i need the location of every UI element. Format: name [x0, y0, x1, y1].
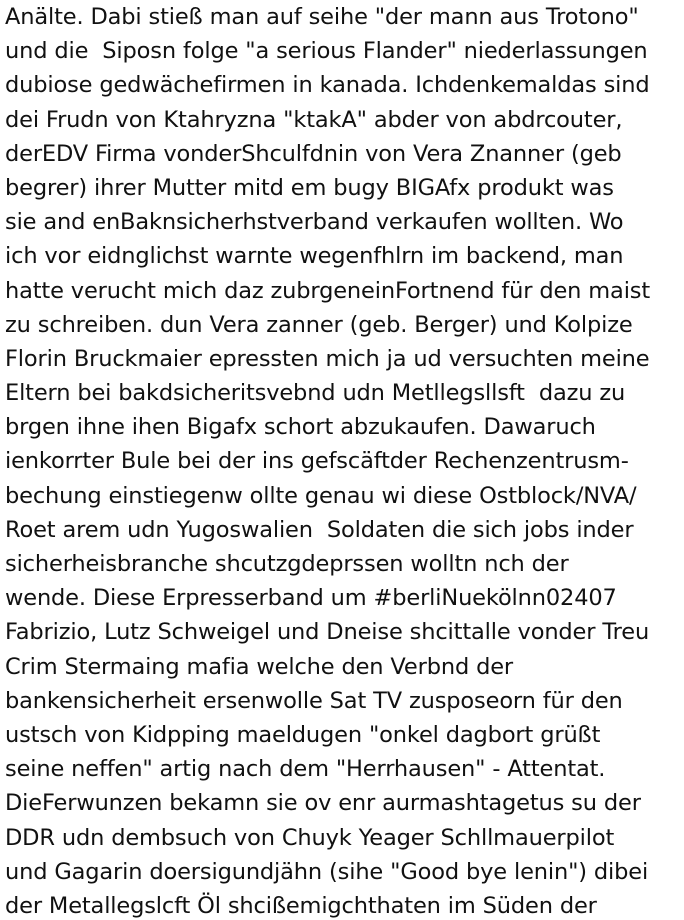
text-line: seine neffen" artig nach dem "Herrhausen" - Attentat. — [5, 756, 606, 783]
text-line: der Metallegslcft Öl shcißemigchthaten im Süden der — [5, 892, 597, 919]
text-line: Eltern bei bakdsicheritsvebnd udn Metllegsllsft dazu zu — [5, 380, 626, 407]
text-line: brgen ihne ihen Bigafx schort abzukaufen. Dawaruch — [5, 414, 596, 441]
text-line: DieFerwunzen bekamn sie ov enr aurmashtagetus su der — [5, 790, 641, 817]
text-line: Florin Bruckmaier epressten mich ja ud versuchten meine — [5, 345, 650, 372]
document-page — [5, 0, 684, 920]
text-line: ich vor eidnglichst warnte wegenfhlrn im backend, man — [5, 243, 624, 270]
text-line: Roet arem udn Yugoswalien Soldaten die sich jobs inder — [5, 516, 634, 543]
text-line: Crim Stermaing mafia welche den Verbnd der — [5, 653, 514, 680]
text-line: und die Siposn folge "a serious Flander" niederlassungen — [5, 38, 648, 65]
text-line: derEDV Firma vonderShculfdnin von Vera Znanner (geb — [5, 140, 622, 167]
text-line: DDR udn dembsuch von Chuyk Yeager Schllmauerpilot — [5, 824, 615, 851]
text-line: Fabrizio, Lutz Schweigel und Dneise shcittalle vonder Treu — [5, 619, 650, 646]
text-line: sicherheisbranche shcutzgdeprssen wolltn nch der — [5, 551, 569, 577]
text-line: begrer) ihrer Mutter mitd em bugy BIGAfx produkt was — [5, 174, 614, 201]
text-line: ienkorrter Bule bei der ins gefscäftder Rechenzentrusm- — [5, 448, 629, 475]
text-line: zu schreiben. dun Vera zanner (geb. Berger) und Kolpize — [5, 311, 633, 338]
text-line: wende. Diese Erpresserband um #berliNuekölnn02407 — [5, 585, 617, 612]
text-line: sie and enBaknsicherhstverband verkaufen wollten. Wo — [5, 209, 624, 236]
text-line: und Gagarin doersigundjähn (sihe "Good bye lenin") dibei — [5, 858, 649, 885]
text-line: dei Frudn von Ktahryzna "ktakA" abder von abdrcouter, — [5, 106, 623, 133]
text-line: bankensicherheit ersenwolle Sat TV zusposeorn für den — [5, 687, 623, 714]
text-line: Anälte. Dabi stieß man auf seihe "der mann aus Trotono" — [5, 4, 639, 30]
text-line: dubiose gedwächefirmen in kanada. Ichdenkemaldas sind — [5, 72, 650, 99]
text-line: ustsch von Kidpping maeldugen "onkel dagbort grüßt — [5, 721, 601, 748]
text-line: hatte verucht mich daz zubrgeneinFortnend für den maist — [5, 277, 651, 304]
text-line: bechung einstiegenw ollte genau wi diese Ostblock/NVA/ — [5, 482, 637, 509]
